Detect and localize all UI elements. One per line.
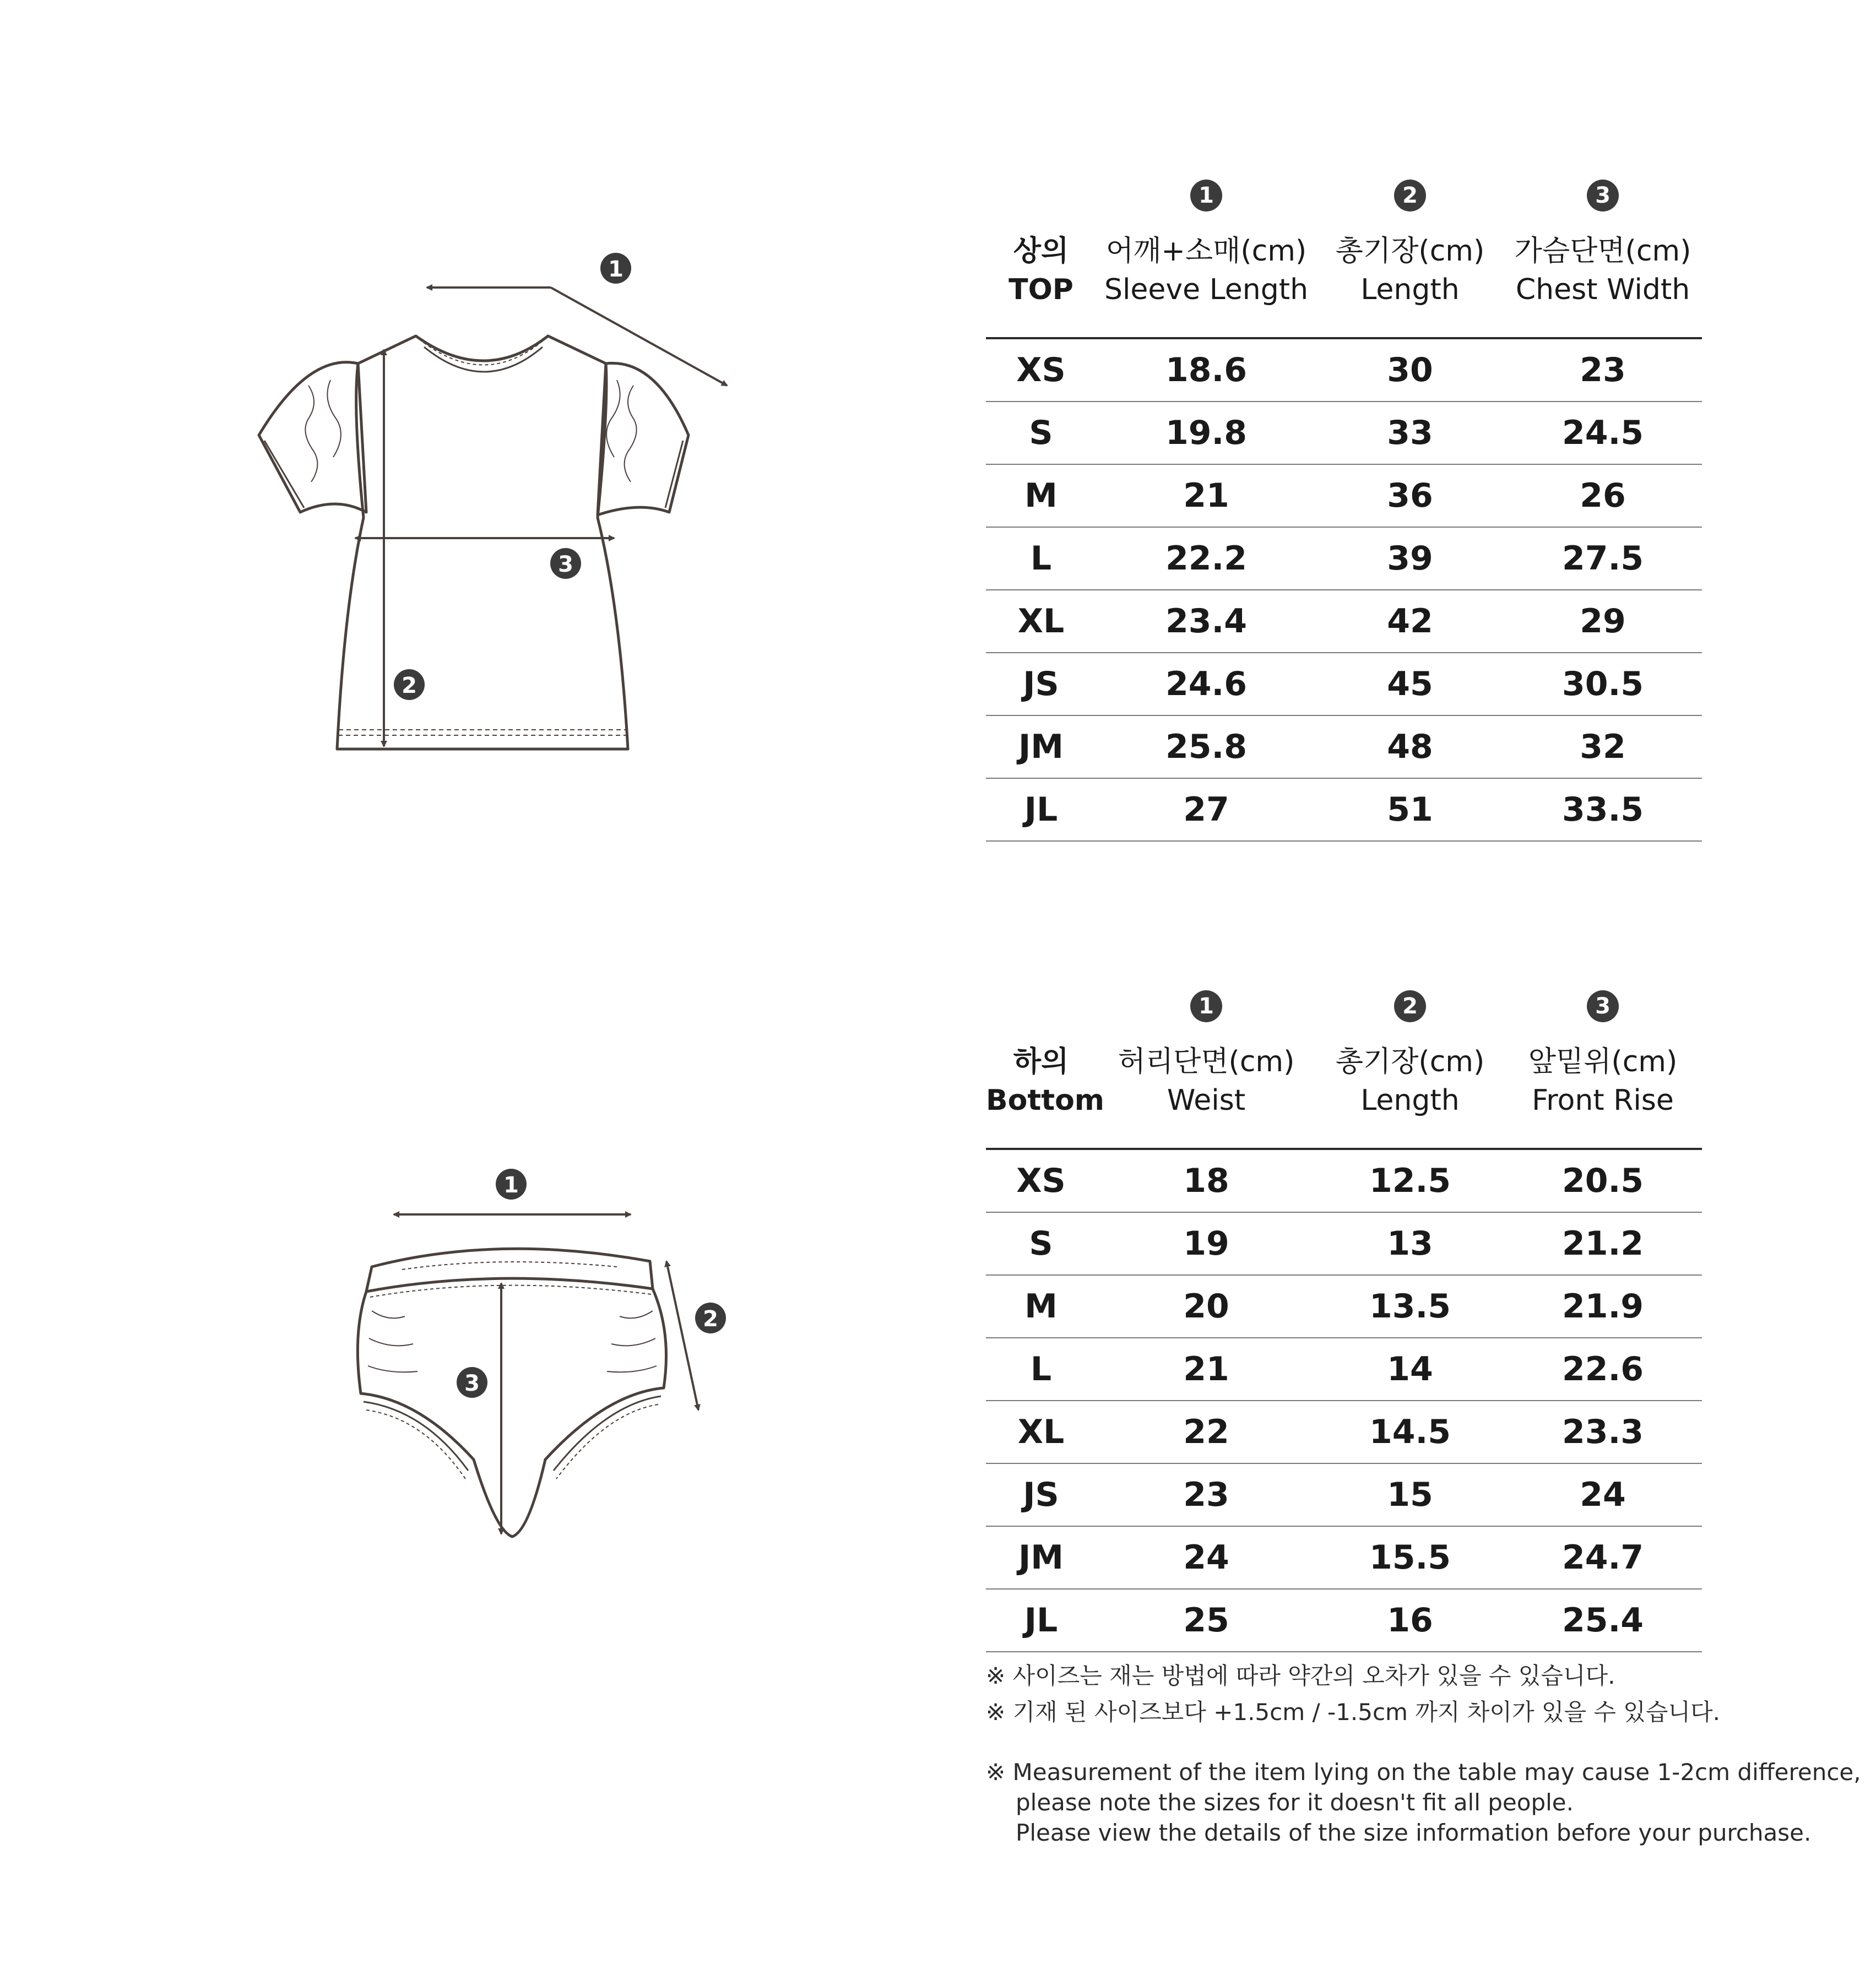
- length-cell: 45: [1387, 665, 1433, 703]
- table-row: [986, 779, 1702, 842]
- size-cell: S: [1029, 1224, 1053, 1263]
- table-row: [986, 653, 1702, 716]
- note-kr-2: ※ 기재 된 사이즈보다 +1.5cm / -1.5cm 까지 차이가 있을 수 있습니다.: [986, 1699, 1720, 1726]
- size-cell: XS: [1016, 1162, 1066, 1200]
- top-col1-marker: 1: [1190, 180, 1222, 211]
- bottom-marker-1: [496, 1169, 527, 1200]
- size-cell: JS: [1023, 665, 1059, 703]
- bottom-marker-3-label: 3: [464, 1371, 480, 1396]
- size-notes: [986, 1658, 1861, 1848]
- front-rise-cell: 21.9: [1561, 1287, 1644, 1326]
- waist-cell: 20: [1183, 1287, 1229, 1326]
- bottom-col3-header-kr: 앞밑위(cm): [1528, 1045, 1678, 1078]
- front-rise-cell: 24: [1580, 1476, 1626, 1514]
- table-row: [986, 528, 1702, 590]
- waist-cell: 24: [1183, 1538, 1229, 1577]
- length-cell: 13.5: [1369, 1287, 1451, 1326]
- top-col3-header-en: Chest Width: [1515, 273, 1690, 306]
- note-kr-1: ※ 사이즈는 재는 방법에 따라 약간의 오차가 있을 수 있습니다.: [986, 1662, 1615, 1689]
- table-row: [986, 1338, 1702, 1401]
- table-row: [986, 1401, 1702, 1464]
- front-rise-cell: 23.3: [1561, 1413, 1644, 1451]
- sleeve-length-cell: 19.8: [1165, 414, 1248, 452]
- bottom-marker-1-label: 1: [503, 1173, 519, 1198]
- table-row: [986, 1276, 1702, 1338]
- top-marker-1: [600, 253, 631, 284]
- waist-cell: 23: [1183, 1476, 1229, 1514]
- chest-width-cell: 29: [1580, 602, 1626, 641]
- size-cell: JL: [1024, 790, 1058, 829]
- bottom-col1-header: [1096, 1043, 1316, 1120]
- bottom-col3-header: [1504, 1043, 1702, 1120]
- size-cell: L: [1030, 1350, 1052, 1388]
- sleeve-length-cell: 22.2: [1165, 539, 1248, 578]
- top-size-header-en: TOP: [1009, 273, 1073, 306]
- top-col1-header: [1096, 232, 1316, 309]
- note-en-3: Please view the details of the size information before your purchase.: [1016, 1819, 1812, 1846]
- bottom-col3-marker: 3: [1587, 990, 1619, 1022]
- waist-cell: 19: [1183, 1224, 1229, 1263]
- table-row: [986, 1150, 1702, 1213]
- top-col3-header-kr: 가슴단면(cm): [1514, 235, 1691, 268]
- top-garment-figure: [242, 242, 738, 760]
- bottom-garment-figure: [330, 1146, 760, 1553]
- chest-width-cell: 32: [1580, 728, 1626, 766]
- length-cell: 15: [1387, 1476, 1433, 1514]
- top-col1-header-en: Sleeve Length: [1104, 273, 1309, 306]
- note-en-1: ※ Measurement of the item lying on the table may cause 1-2cm difference,: [986, 1759, 1861, 1786]
- bottom-col1-header-en: Weist: [1167, 1084, 1246, 1117]
- sleeve-length-cell: 25.8: [1165, 728, 1248, 766]
- note-en-2: please note the sizes for it doesn't fit all people.: [1016, 1789, 1574, 1816]
- sleeve-length-cell: 27: [1183, 790, 1229, 829]
- top-marker-2-label: 2: [402, 673, 417, 698]
- length-cell: 14.5: [1369, 1413, 1451, 1451]
- length-cell: 42: [1387, 602, 1433, 641]
- length-cell: 51: [1387, 790, 1433, 829]
- waist-cell: 22: [1183, 1413, 1229, 1451]
- size-cell: L: [1030, 539, 1052, 578]
- top-marker-2: [394, 669, 425, 700]
- bottom-col2-header: [1316, 1043, 1504, 1120]
- top-size-header: [986, 232, 1096, 309]
- size-cell: JL: [1024, 1601, 1058, 1640]
- top-table-header: [986, 180, 1702, 339]
- size-cell: XL: [1017, 1413, 1065, 1451]
- length-cell: 13: [1387, 1224, 1433, 1263]
- size-cell: XS: [1016, 351, 1066, 389]
- bottom-col3-header-en: Front Rise: [1532, 1084, 1674, 1117]
- bottom-table-header: [986, 990, 1702, 1150]
- waist-cell: 25: [1183, 1601, 1229, 1640]
- note-en-block: [986, 1757, 1861, 1848]
- bottom-col2-header-kr: 총기장(cm): [1335, 1045, 1485, 1078]
- chest-width-cell: 33.5: [1561, 790, 1644, 829]
- size-cell: M: [1024, 1287, 1058, 1326]
- top-size-table: [986, 180, 1702, 842]
- top-col2-header: [1316, 232, 1504, 309]
- table-row: [986, 465, 1702, 528]
- top-col3-header: [1504, 232, 1702, 309]
- sleeve-length-cell: 21: [1183, 476, 1229, 515]
- bottom-col1-header-kr: 허리단면(cm): [1118, 1045, 1295, 1078]
- length-cell: 48: [1387, 728, 1433, 766]
- sleeve-length-cell: 23.4: [1165, 602, 1248, 641]
- chest-width-cell: 26: [1580, 476, 1626, 515]
- size-cell: JM: [1018, 728, 1064, 766]
- size-cell: M: [1024, 476, 1058, 515]
- length-cell: 15.5: [1369, 1538, 1451, 1577]
- top-marker-1-label: 1: [608, 257, 623, 282]
- front-rise-cell: 20.5: [1561, 1162, 1644, 1200]
- size-cell: XL: [1017, 602, 1065, 641]
- front-rise-cell: 21.2: [1561, 1224, 1644, 1263]
- waist-cell: 21: [1183, 1350, 1229, 1388]
- length-cell: 33: [1387, 414, 1433, 452]
- sleeve-length-cell: 18.6: [1165, 351, 1248, 389]
- front-rise-cell: 25.4: [1561, 1601, 1644, 1640]
- bottom-marker-3: [457, 1367, 487, 1398]
- top-col1-header-kr: 어깨+소매(cm): [1105, 235, 1307, 268]
- front-rise-cell: 22.6: [1561, 1350, 1644, 1388]
- length-cell: 30: [1387, 351, 1433, 389]
- length-cell: 16: [1387, 1601, 1433, 1640]
- top-size-header-kr: 상의: [1013, 235, 1069, 268]
- bottom-col1-marker: 1: [1190, 990, 1222, 1022]
- bottom-col2-header-en: Length: [1360, 1084, 1460, 1117]
- bottom-size-table: [986, 990, 1702, 1652]
- bottom-size-header-kr: 하의: [1013, 1045, 1069, 1078]
- chest-width-cell: 23: [1580, 351, 1626, 389]
- tshirt-illustration: [242, 242, 738, 760]
- sleeve-length-cell: 24.6: [1165, 665, 1248, 703]
- top-marker-3-label: 3: [558, 552, 573, 577]
- front-rise-cell: 24.7: [1561, 1538, 1644, 1577]
- top-col2-header-kr: 총기장(cm): [1335, 235, 1485, 268]
- table-row: [986, 339, 1702, 402]
- waist-cell: 18: [1183, 1162, 1229, 1200]
- length-cell: 39: [1387, 539, 1433, 578]
- top-marker-3: [550, 548, 581, 579]
- table-row: [986, 1590, 1702, 1652]
- top-col3-marker: 3: [1587, 180, 1619, 211]
- bottom-marker-2: [695, 1303, 726, 1333]
- length-cell: 14: [1387, 1350, 1433, 1388]
- table-row: [986, 716, 1702, 779]
- table-row: [986, 590, 1702, 653]
- table-row: [986, 1464, 1702, 1527]
- bottom-col2-marker: 2: [1394, 990, 1426, 1022]
- top-col2-marker: 2: [1394, 180, 1426, 211]
- length-cell: 12.5: [1369, 1162, 1451, 1200]
- size-cell: JM: [1018, 1538, 1064, 1577]
- table-row: [986, 1527, 1702, 1590]
- briefs-illustration: [330, 1146, 760, 1553]
- table-row: [986, 402, 1702, 465]
- bottom-marker-2-label: 2: [703, 1306, 718, 1332]
- chest-width-cell: 27.5: [1561, 539, 1644, 578]
- bottom-size-header: [986, 1043, 1104, 1120]
- chest-width-cell: 30.5: [1561, 665, 1644, 703]
- size-cell: S: [1029, 414, 1053, 452]
- size-cell: JS: [1023, 1476, 1059, 1514]
- length-cell: 36: [1387, 476, 1433, 515]
- bottom-size-header-en: Bottom: [986, 1084, 1104, 1117]
- chest-width-cell: 24.5: [1561, 414, 1644, 452]
- top-col2-header-en: Length: [1360, 273, 1460, 306]
- table-row: [986, 1213, 1702, 1276]
